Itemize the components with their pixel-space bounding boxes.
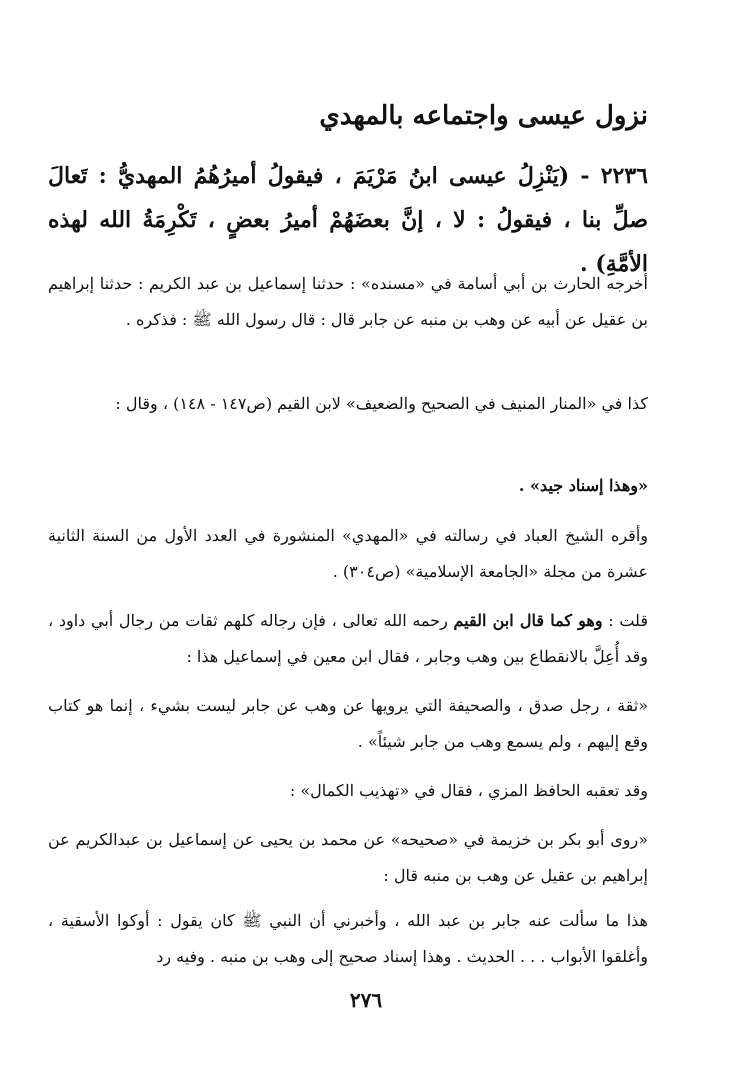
chapter-heading: نزول عيسى واجتماعه بالمهدي [319, 101, 648, 131]
paragraph-text: هذا ما سألت عنه جابر بن عبد الله ، وأخبرني أن النبي ﷺ كان يقول : أوكوا الأسقية ، وأغلقوا الأبواب . . . الحديث . وهذا إسناد صحيح إلى وهب بن منبه . وفيه رد [48, 911, 648, 966]
paragraph-1 [48, 266, 648, 338]
paragraph-4 [48, 518, 648, 590]
paragraph-2 [48, 386, 648, 422]
paragraph-text: أخرجه الحارث بن أبي أسامة في «مسنده» : حدثنا إسماعيل بن عبد الكريم : حدثنا إبراهيم بن عقيل عن أبيه عن وهب بن منبه عن جابر قال : قال رسول الله ﷺ : فذكره . [48, 274, 648, 329]
paragraph-3 [48, 468, 648, 504]
paragraph-text: وقد تعقبه الحافظ المزي ، فقال في «تهذيب الكمال» : [289, 781, 648, 800]
hadith-text: ٢٢٣٦ - (يَنْزِلُ عيسى ابنُ مَرْيَمَ ، فيقولُ أميرُهُمُ المهديُّ : تَعالَ صلِّ بنا ، فيقولُ : لا ، إنَّ بعضَهُمْ أميرُ بعضٍ ، تَكْرِمَةُ الله لهذه الأمَّةِ) . [48, 163, 648, 277]
quoted-ruling: «وهذا إسناد جيد» . [518, 476, 648, 495]
paragraph-text: «روى أبو بكر بن خزيمة في «صحيحه» عن محمد بن يحيى عن إسماعيل بن عبدالكريم عن إبراهيم بن عقيل عن وهب بن منبه قال : [48, 830, 648, 885]
paragraph-6 [48, 688, 648, 760]
paragraph-bold-phrase: وهو كما قال ابن القيم [453, 611, 603, 630]
paragraph-text: رحمه الله تعالى ، فإن رجاله كلهم ثقات من رجال أبي داود ، وقد أُعِلَّ بالانقطاع بين وهب وجابر ، فقال ابن معين في إسماعيل هذا : [48, 611, 648, 666]
page-number: ٢٧٦ [349, 988, 383, 1012]
paragraph-text: وأقره الشيخ العباد في رسالته في «المهدي» المنشورة في العدد الأول من السنة الثانية عشرة من مجلة «الجامعة الإسلامية» (ص٣٠٤) . [48, 526, 648, 581]
paragraph-8 [48, 822, 648, 894]
paragraph-7 [48, 773, 648, 809]
paragraph-lead: قلت : [602, 611, 648, 630]
paragraph-text: «ثقة ، رجل صدق ، والصحيفة التي يرويها عن وهب عن جابر ليست بشيء ، إنما هو كتاب وقع إليهم ، ولم يسمع وهب من جابر شيئاً» . [48, 696, 648, 751]
paragraph-5 [48, 603, 648, 675]
paragraph-9 [48, 903, 648, 975]
paragraph-text: كذا في «المنار المنيف في الصحيح والضعيف» لابن القيم (ص١٤٧ - ١٤٨) ، وقال : [115, 394, 648, 413]
